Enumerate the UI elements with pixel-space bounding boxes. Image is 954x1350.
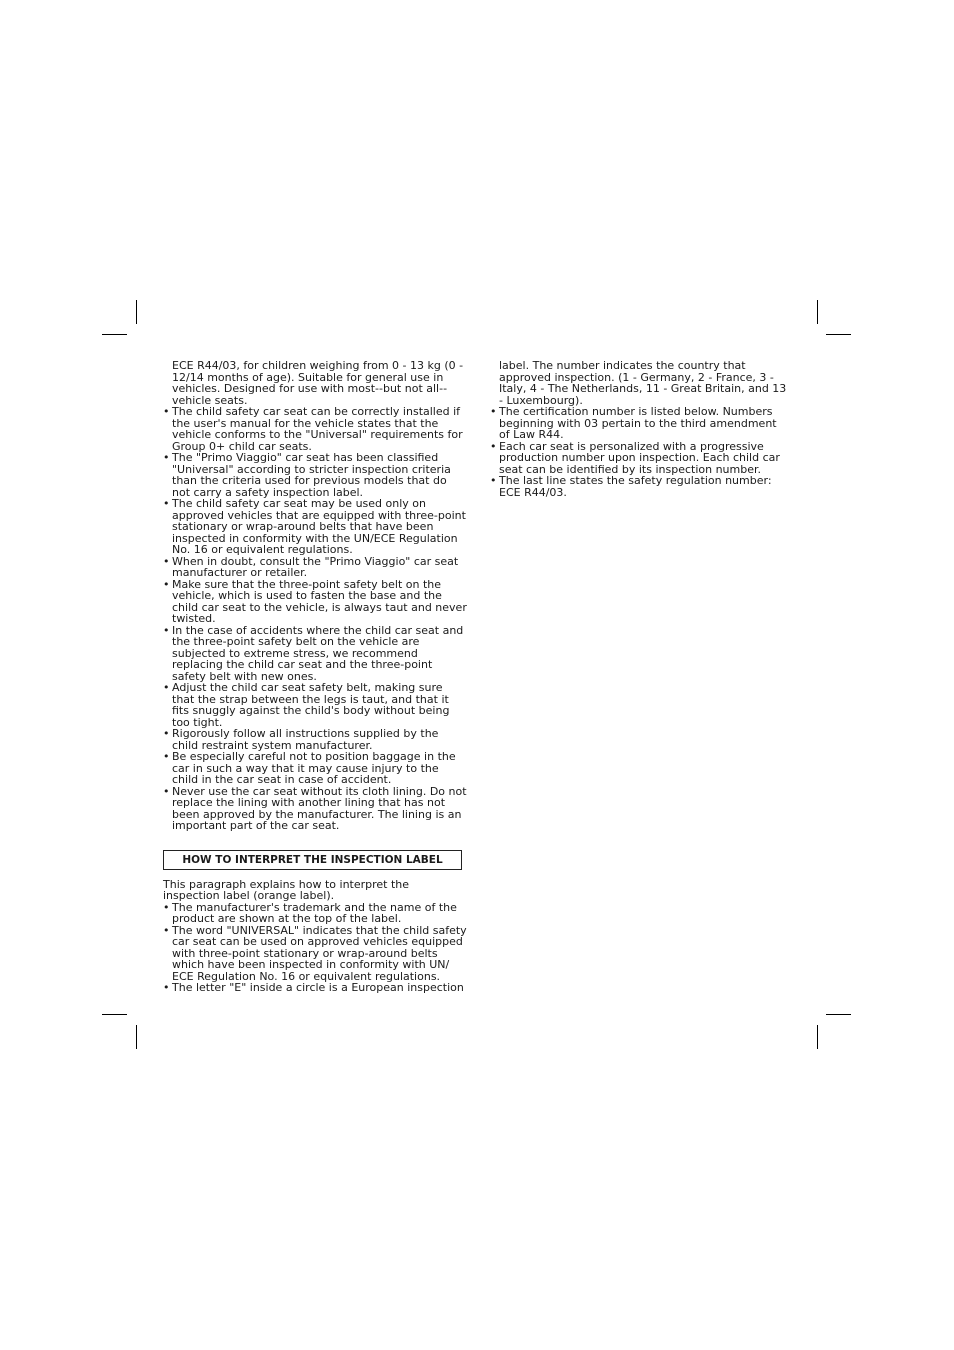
- label-bullet-list: [163, 902, 468, 994]
- list-item: • The word "UNIVERSAL" indicates that the child safety car seat can be used on approved vehicles equipped with three-point stationary or wrap-around belts which have been inspected in conformity with UN/ ECE Regulation No. 16 or equivalent regulations.: [163, 925, 468, 983]
- crop-mark-bottom-left-vertical: [136, 1025, 137, 1049]
- label-continuation-text: label. The number indicates the country that approved inspection. (1 - Germany, 2 - France, 3 - Italy, 4 - The Netherlands, 11 - Great Britain, and 13 - Luxembourg).: [499, 359, 787, 407]
- list-item: • In the case of accidents where the child car seat and the three-point safety belt on the vehicle are subjected to extreme stress, we recommend replacing the child car seat and the three-point safety belt with new ones.: [163, 625, 468, 683]
- section-heading-box: [163, 850, 462, 870]
- list-item: • The letter "E" inside a circle is a European inspection: [163, 982, 468, 994]
- list-item: • The certification number is listed below. Numbers beginning with 03 pertain to the third amendment of Law R44.: [490, 406, 790, 441]
- list-item: • The last line states the safety regulation number: ECE R44/03.: [490, 475, 790, 498]
- list-item: • Adjust the child car seat safety belt, making sure that the strap between the legs is taut, and that it fits snuggly against the child's body without being too tight.: [163, 682, 468, 728]
- intro-continuation-text: ECE R44/03, for children weighing from 0 - 13 kg (0 - 12/14 months of age). Suitable for general use in vehicles. Designed for use with most--but not all--vehicle seats.: [172, 359, 464, 407]
- crop-mark-bottom-left-horizontal: [102, 1014, 127, 1015]
- list-item: • Rigorously follow all instructions supplied by the child restraint system manufacturer.: [163, 728, 468, 751]
- crop-mark-bottom-right-vertical: [817, 1025, 818, 1049]
- crop-mark-top-right-horizontal: [826, 334, 851, 335]
- right-text-column: [490, 360, 790, 498]
- list-item: • The "Primo Viaggio" car seat has been classified "Universal" according to stricter inspection criteria than the criteria used for previous models that do not carry a safety inspection label.: [163, 452, 468, 498]
- safety-bullet-list: [163, 406, 468, 832]
- list-item: • Never use the car seat without its cloth lining. Do not replace the lining with another lining that has not been approved by the manufacturer. The lining is an important part of the car seat.: [163, 786, 468, 832]
- section-intro-text: This paragraph explains how to interpret the inspection label (orange label).: [163, 877, 410, 902]
- list-item: • The child safety car seat may be used only on approved vehicles that are equipped with three-point stationary or wrap-around belts that have been inspected in conformity with the UN/ECE Regulation No. 16 or equivalent regulations.: [163, 498, 468, 556]
- list-item: • When in doubt, consult the "Primo Viaggio" car seat manufacturer or retailer.: [163, 556, 468, 579]
- list-item: • Be especially careful not to position baggage in the car in such a way that it may cause injury to the child in the car seat in case of accident.: [163, 751, 468, 786]
- label-bullet-list-continued: [490, 406, 790, 498]
- section-heading: HOW TO INTERPRET THE INSPECTION LABEL: [182, 853, 443, 866]
- list-item: • The child safety car seat can be correctly installed if the user's manual for the vehicle states that the vehicle conforms to the "Universal" requirements for Group 0+ child car seats.: [163, 406, 468, 452]
- list-item: • Make sure that the three-point safety belt on the vehicle, which is used to fasten the base and the child car seat to the vehicle, is always taut and never twisted.: [163, 579, 468, 625]
- left-text-column: [163, 360, 468, 994]
- list-item: • Each car seat is personalized with a progressive production number upon inspection. Each child car seat can be identified by its inspection number.: [490, 441, 790, 476]
- list-item: • The manufacturer's trademark and the name of the product are shown at the top of the label.: [163, 902, 468, 925]
- crop-mark-top-left-vertical: [136, 300, 137, 324]
- crop-mark-top-left-horizontal: [102, 334, 127, 335]
- crop-mark-bottom-right-horizontal: [826, 1014, 851, 1015]
- crop-mark-top-right-vertical: [817, 300, 818, 324]
